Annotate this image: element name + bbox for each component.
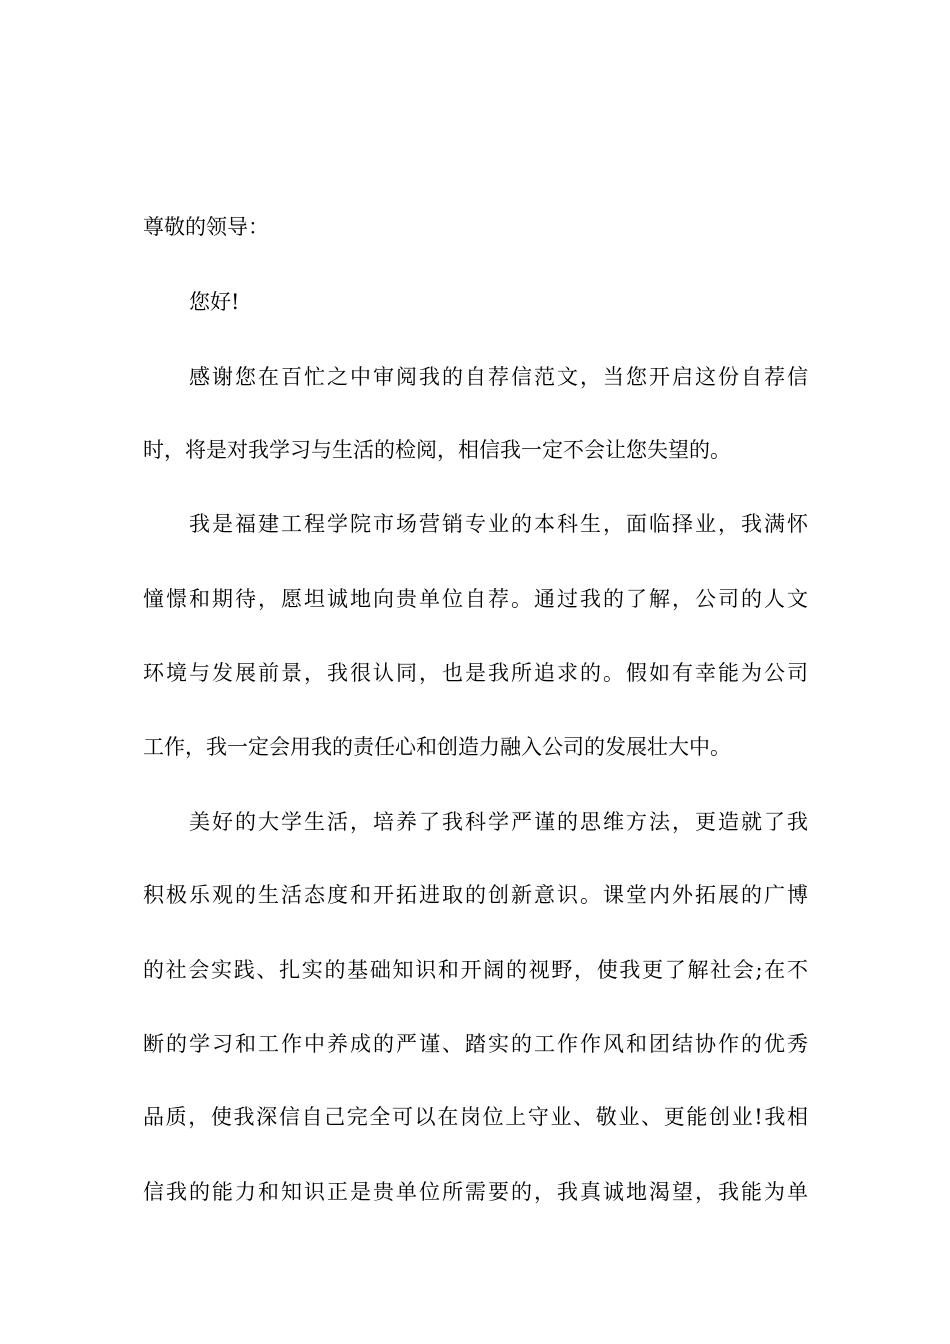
paragraph-line: 憧憬和期待，愿坦诚地向贵单位自荐。通过我的了解，公司的人文 [143,587,808,611]
paragraph-line: 断的学习和工作中养成的严谨、踏实的工作作风和团结协作的优秀 [143,1032,808,1056]
paragraph-line: 的社会实践、扎实的基础知识和开阔的视野，使我更了解社会;在不 [143,958,808,982]
greeting: 您好! [189,290,240,314]
salutation: 尊敬的领导： [143,215,269,239]
paragraph-line: 环境与发展前景，我很认同，也是我所追求的。假如有幸能为公司 [143,661,808,685]
paragraph-line: 美好的大学生活，培养了我科学严谨的思维方法，更造就了我 [189,810,808,834]
paragraph-line: 积极乐观的生活态度和开拓进取的创新意识。课堂内外拓展的广博 [143,883,808,907]
paragraph-line: 工作，我一定会用我的责任心和创造力融入公司的发展壮大中。 [143,735,731,759]
paragraph-line: 品质，使我深信自己完全可以在岗位上守业、敬业、更能创业!我相 [143,1105,808,1129]
paragraph-line: 感谢您在百忙之中审阅我的自荐信范文，当您开启这份自荐信 [189,365,808,389]
paragraph-line: 我是福建工程学院市场营销专业的本科生，面临择业，我满怀 [189,512,808,536]
paragraph-line: 信我的能力和知识正是贵单位所需要的，我真诚地渴望，我能为单 [143,1180,808,1204]
paragraph-line: 时，将是对我学习与生活的检阅，相信我一定不会让您失望的。 [143,438,731,462]
